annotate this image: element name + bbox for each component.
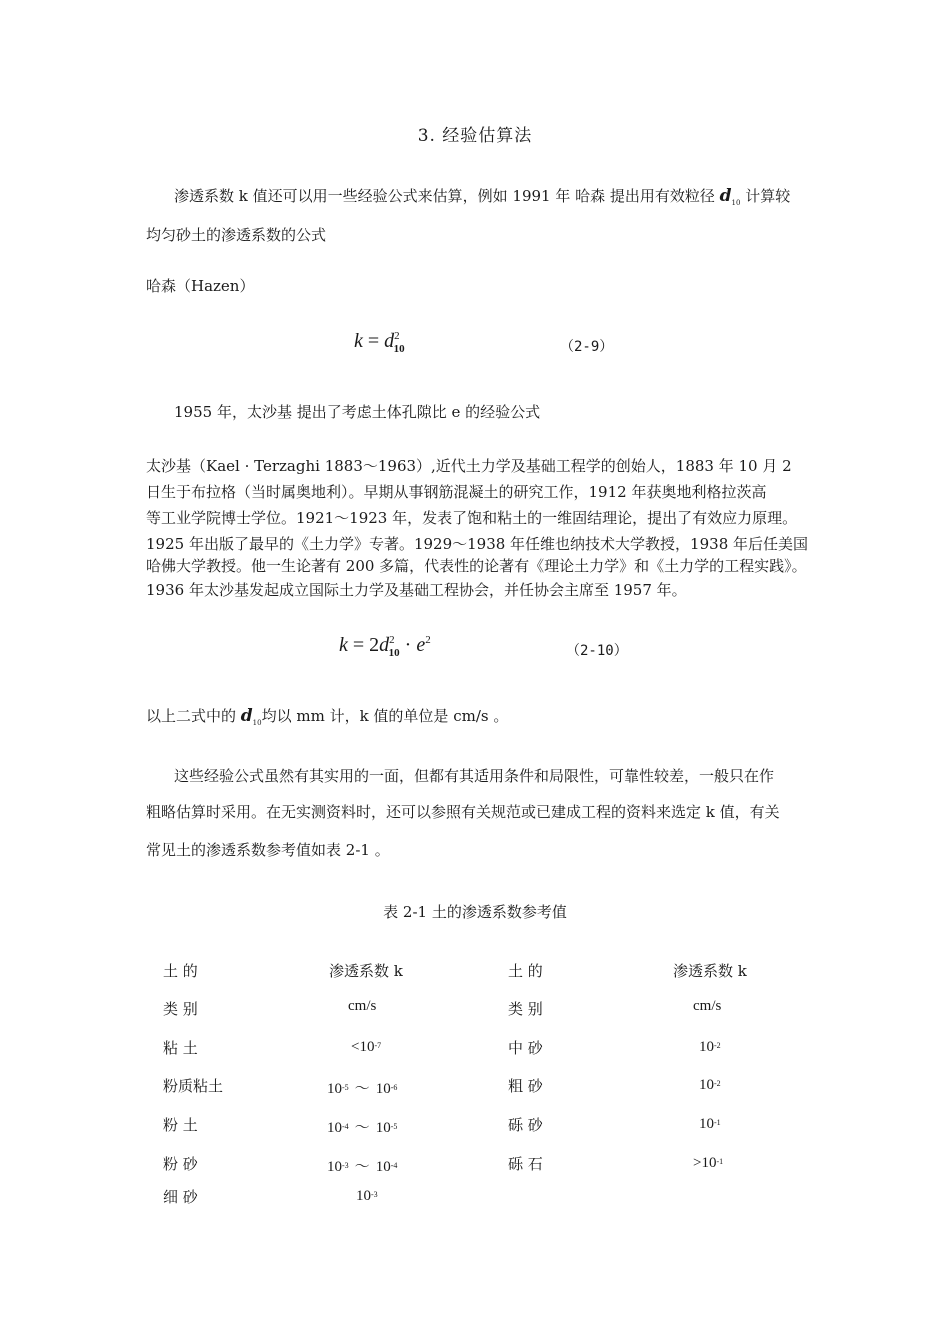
para1-line1 [174, 186, 790, 213]
value-base: 10 [699, 1077, 714, 1093]
para3-line: 这些经验公式虽然有其实用的一面，但都有其适用条件和局限性，可靠性较差，一般只在作 [174, 767, 775, 785]
value-exp: -5 [342, 1083, 349, 1092]
header-type-right: 类 别 [508, 1000, 543, 1018]
header-type-left: 土 的 [163, 962, 198, 980]
table-row-type: 砾 石 [508, 1155, 543, 1173]
formula1-eq: = [362, 330, 385, 352]
table-row-type: 细 砂 [163, 1188, 198, 1206]
para1-text-after: 计算较 [740, 187, 791, 205]
value-exp: -2 [714, 1041, 721, 1050]
para1-line2: 均匀砂土的渗透系数的公式 [146, 226, 327, 244]
formula2-sub: 10 [388, 647, 400, 659]
value-base: 10 [327, 1159, 342, 1175]
value-base: <10 [351, 1039, 375, 1055]
value-exp: -5 [390, 1122, 398, 1131]
value-exp: -4 [342, 1122, 349, 1131]
units-text-before: 以上二式中的 [146, 707, 241, 725]
table-row-type: 粉质粘土 [163, 1077, 224, 1095]
table-row-type: 粗 砂 [508, 1077, 543, 1095]
header-type-left: 类 别 [163, 1000, 198, 1018]
header-unit-right: cm/s [693, 998, 722, 1014]
table-caption: 表 2-1 土的渗透系数参考值 [383, 903, 567, 921]
header-coef-left: 渗透系数 k [329, 962, 403, 980]
header-coef-right: 渗透系数 k [673, 962, 747, 980]
para1-text-before: 渗透系数 k 值还可以用一些经验公式来估算，例如 1991 年 哈森 提出用有效粒径 [174, 187, 720, 205]
value-base: 10 [327, 1081, 342, 1097]
d-var: d [719, 186, 732, 206]
table-row-value [327, 1116, 397, 1137]
formula2-var: d [379, 634, 390, 656]
range-tilde: ～ [354, 1120, 370, 1136]
d-sub: 10 [252, 719, 262, 727]
value-base: 10 [699, 1039, 714, 1055]
bio-line: 哈佛大学教授。他一生论著有 200 多篇，代表性的论著有《理论土力学》和《土力学的工程实践》。 [146, 557, 807, 575]
value-base: 10 [699, 1116, 714, 1132]
table-row-value [327, 1155, 397, 1176]
table-row-type: 砾 砂 [508, 1116, 543, 1134]
bio-line: 1925 年出版了最早的《土力学》专著。1929～1938 年任维也纳技术大学教授，1938 年后任美国 [146, 535, 809, 553]
value-exp: -2 [714, 1079, 721, 1088]
table-row-value [699, 1077, 721, 1094]
header-type-right: 土 的 [508, 962, 543, 980]
formula2-lhs: k [339, 634, 348, 656]
formula2-e-sup: 2 [425, 634, 431, 646]
bio-line: 等工业学院博士学位。1921～1923 年，发表了饱和粘土的一维固结理论，提出了有效应力原理。 [146, 509, 798, 527]
table-row-value [699, 1039, 721, 1056]
range-tilde: ～ [354, 1159, 370, 1175]
value-exp: -1 [714, 1118, 721, 1127]
units-line [146, 706, 508, 733]
formula1-lhs: k [354, 330, 363, 352]
table-row-value [327, 1077, 397, 1098]
value-exp: -4 [390, 1161, 398, 1170]
table-row-type: 中 砂 [508, 1039, 543, 1057]
value-exp: -7 [374, 1041, 382, 1050]
equation-number-2-9: （2-9） [560, 339, 614, 355]
formula2-eq: = 2 [347, 634, 380, 656]
table-row-value [693, 1155, 723, 1172]
d-var: d [240, 706, 253, 726]
section-title: 3. 经验估算法 [417, 126, 533, 146]
equation-number-2-10: （2-10） [566, 643, 628, 659]
value-base: 10 [327, 1120, 342, 1136]
value-base: 10 [375, 1120, 391, 1136]
table-row-type: 粉 土 [163, 1116, 198, 1134]
table-row-value [699, 1116, 721, 1133]
value-exp: -6 [390, 1083, 398, 1092]
para3-line: 粗略估算时采用。在无实测资料时，还可以参照有关规范或已建成工程的资料来选定 k 值，有关 [146, 803, 780, 821]
formula1-var: d [384, 330, 395, 352]
value-base: 10 [356, 1188, 371, 1204]
formula1-sup: 2 [394, 330, 400, 342]
range-tilde: ～ [354, 1081, 370, 1097]
units-text-after: 均以 mm 计，k 值的单位是 cm/s 。 [261, 707, 509, 725]
formula-terzaghi [339, 634, 431, 659]
value-exp: -3 [342, 1161, 349, 1170]
value-base: 10 [375, 1159, 391, 1175]
hazen-label: 哈森（Hazen） [146, 277, 255, 295]
table-row-type: 粘 土 [163, 1039, 198, 1057]
formula2-dot: · [399, 634, 417, 656]
formula-hazen [354, 330, 405, 355]
formula1-sub: 10 [393, 343, 405, 355]
formula2-e: e [416, 634, 426, 656]
table-row-value [356, 1188, 378, 1205]
header-unit-left: cm/s [348, 998, 377, 1014]
table-row-type: 粉 砂 [163, 1155, 198, 1173]
bio-line: 日生于布拉格（当时属奥地利）。早期从事钢筋混凝土的研究工作，1912 年获奥地利格拉茨高 [146, 483, 767, 501]
bio-line: 1936 年太沙基发起成立国际土力学及基础工程协会，并任协会主席至 1957 年。 [146, 581, 687, 599]
para3-line: 常见土的渗透系数参考值如表 2-1 。 [146, 841, 390, 859]
d10-symbol [720, 186, 741, 206]
value-base: 10 [375, 1081, 391, 1097]
value-exp: -1 [716, 1157, 724, 1166]
value-base: >10 [693, 1155, 717, 1171]
table-row-value [351, 1039, 381, 1056]
d-sub: 10 [731, 199, 741, 207]
bio-line: 太沙基（Kael · Terzaghi 1883～1963）,近代土力学及基础工程学的创始人，1883 年 10 月 2 [146, 457, 792, 475]
para2: 1955 年，太沙基 提出了考虑土体孔隙比 e 的经验公式 [174, 403, 541, 421]
formula2-sup: 2 [389, 634, 395, 646]
d10-symbol [241, 706, 262, 726]
value-exp: -3 [371, 1190, 378, 1199]
